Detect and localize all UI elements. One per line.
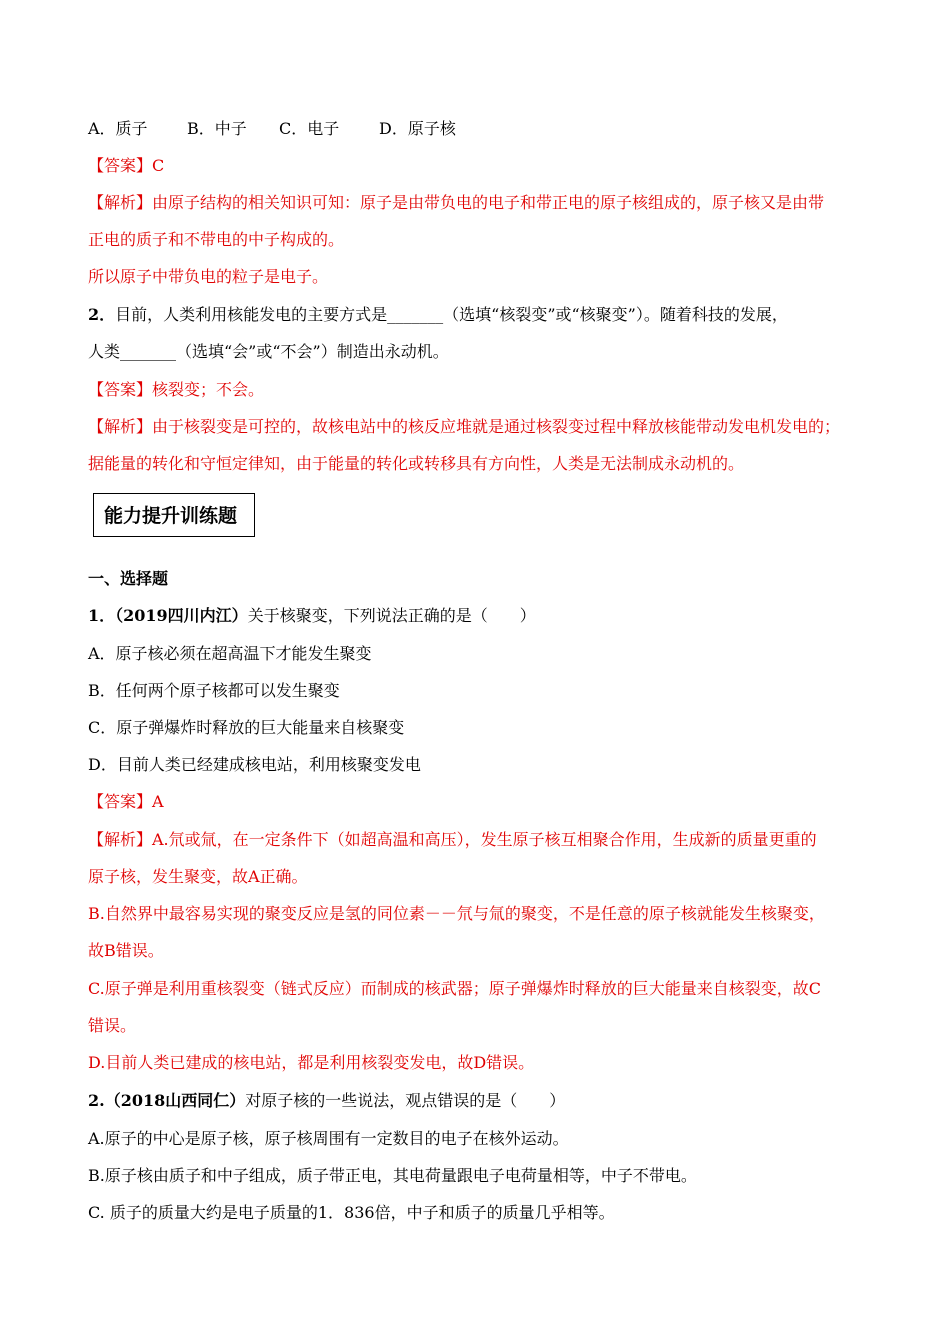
question-number: 2． [88,305,116,324]
section-title-box [93,493,255,537]
option-c: C．原子弹爆炸时释放的巨大能量来自核聚变 [88,718,405,737]
answer-line: 【答案】A [88,792,164,811]
question-source: （2019四川内江） [115,606,248,625]
analysis-line: 据能量的转化和守恒定律知，由于能量的转化或转移具有方向性，人类是无法制成永动机的。 [88,454,745,473]
analysis-line: 【解析】由于核裂变是可控的，故核电站中的核反应堆就是通过核裂变过程中释放核能带动发电机发电的； [88,417,841,436]
option-d: D．原子核 [379,119,456,138]
practice-question-1-stem [88,605,536,627]
question-text: 对原子核的一些说法，观点错误的是（ ） [245,1091,566,1110]
analysis-line: 原子核，发生聚变，故A正确。 [88,867,308,886]
question-text: 目前，人类利用核能发电的主要方式是_______（选填“核裂变”或“核聚变”）。随着科技的发展， [115,305,788,324]
analysis-line: B.自然界中最容易实现的聚变反应是氢的同位素－－氘与氚的聚变，不是任意的原子核就能发生核聚变， [88,904,825,923]
analysis-line: 正电的质子和不带电的中子构成的。 [88,230,345,249]
analysis-line: 【解析】由原子结构的相关知识可知：原子是由带负电的电子和带正电的原子核组成的，原子核又是由带 [88,193,825,212]
question-text: 人类_______（选填“会”或“不会”）制造出永动机。 [88,342,449,361]
question-number: 1． [88,606,116,625]
section-title: 能力提升训练题 [104,505,238,527]
option-a: A．原子核必须在超高温下才能发生聚变 [88,644,372,663]
option-d: D．目前人类已经建成核电站，利用核聚变发电 [88,755,421,774]
option-b: B．任何两个原子核都可以发生聚变 [88,681,340,700]
question-2-stem [88,304,788,326]
answer-line: 【答案】核裂变；不会。 [88,380,265,399]
question-source: （2018山西同仁） [104,1091,246,1110]
previous-question-options [88,118,456,140]
option-c: C. 质子的质量大约是电子质量的1．836倍，中子和质子的质量几乎相等。 [88,1203,615,1222]
option-b: B．中子 [187,119,247,138]
option-a: A．质子 [88,119,148,138]
option-c: C．电子 [279,119,340,138]
practice-question-2-stem [88,1090,565,1112]
option-b: B.原子核由质子和中子组成，质子带正电，其电荷量跟电子电荷量相等，中子不带电。 [88,1166,697,1185]
analysis-line: 错误。 [88,1016,137,1035]
option-a: A.原子的中心是原子核，原子核周围有一定数目的电子在核外运动。 [88,1129,569,1148]
question-text: 关于核聚变，下列说法正确的是（ ） [247,606,536,625]
answer-line: 【答案】C [88,156,165,175]
analysis-line: C.原子弹是利用重核裂变（链式反应）而制成的核武器；原子弹爆炸时释放的巨大能量来自核裂变，故C [88,979,822,998]
section-heading: 一、选择题 [88,569,169,588]
analysis-line: 所以原子中带负电的粒子是电子。 [88,267,329,286]
question-number: 2. [88,1091,105,1110]
analysis-line: 故B错误。 [88,941,164,960]
analysis-line: 【解析】A.氘或氚，在一定条件下（如超高温和高压），发生原子核互相聚合作用，生成新的质量更重的 [88,830,817,849]
analysis-line: D.目前人类已建成的核电站，都是利用核裂变发电，故D错误。 [88,1053,535,1072]
